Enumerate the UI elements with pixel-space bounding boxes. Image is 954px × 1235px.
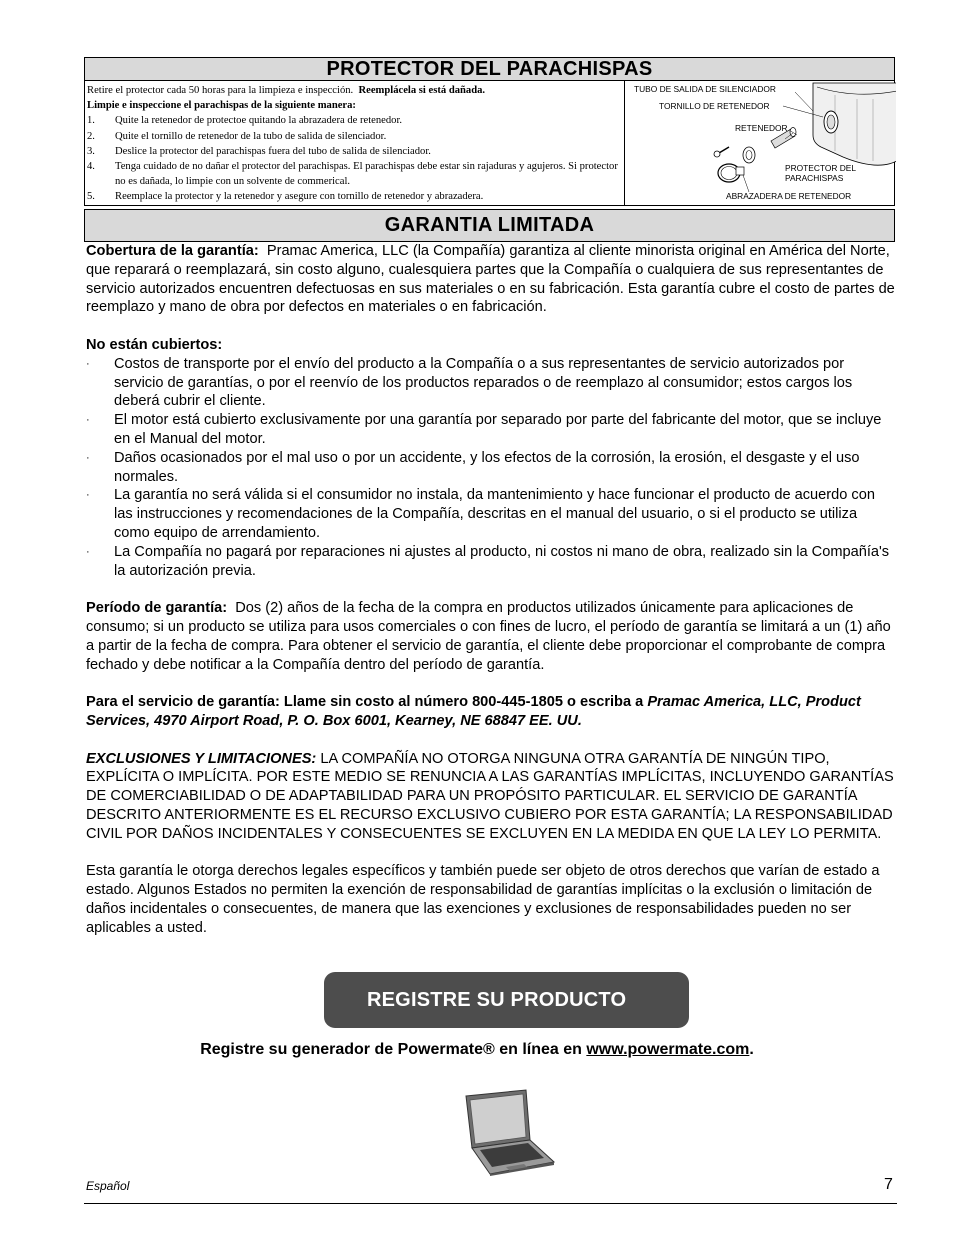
spark-intro [85,83,623,98]
label-abrazadera: ABRAZADERA DE RETENEDOR [726,191,852,201]
service-paragraph: Para el servicio de garantía: Llame sin costo al número 800-445-1805 o escriba a Pramac America, LLC, Product Services, 4970 Airport Road, P. O. Box 6001, Kearney, NE 68847 EE. UU. [86,694,861,729]
label-protector-2: PARACHISPAS [785,173,844,183]
laptop-icon [460,1088,556,1176]
warranty-title: GARANTIA LIMITADA [84,209,895,242]
spark-step: 5. Reemplace la protector y la retenedor y asegure con tornillo de retenedor y abrazadera. [87,191,484,203]
register-product-button[interactable]: REGISTRE SU PRODUCTO [324,972,689,1028]
page-number: 7 [884,1176,893,1193]
period-paragraph: Período de garantía: Dos (2) años de la fecha de la compra en productos utilizados únicamente para aplicaciones de consumo; si un producto se utiliza para usos comerciales o con fines de lucro, el período de garantía se limitará a un (1) año a partir de la fecha de compra. Para obtener el servicio de garantía, el cliente debe proporcionar el comprobante de compra fechado y debe notificar a la Compañía dentro del período de garantía. [86,600,891,673]
footer-language: Español [86,1179,130,1193]
exclusions-label: EXCLUSIONES Y LIMITACIONES: [86,750,317,767]
list-item: · Daños ocasionados por el mal uso o por un accidente, y los efectos de la corrosión, la erosión, el desgaste y el uso normales. [86,449,860,485]
warranty-body [86,242,896,937]
spark-intro-bold: Reemplácela si está dañada. [358,85,486,96]
powermate-link[interactable]: www.powermate.com [586,1041,750,1058]
list-item: · El motor está cubierto exclusivamente por una garantía por separado por parte del fabricante del motor, que se incluye en el Manual del motor. [86,412,882,447]
not-covered-heading: No están cubiertos: [86,336,223,353]
muffler-assembly-drawing [625,81,896,205]
service-address: Pramac America, LLC, Product Services, 4970 Airport Road, P. O. Box 6001, Kearney, NE 68847 EE. UU. [86,694,861,729]
rights-paragraph: Esta garantía le otorga derechos legales específicos y también puede ser objeto de otros derechos que varían de estado a estado. Algunos Estados no permiten la exención de responsabilidad de garantías implícitas o la exclusión o limitación de daños incidentales o consecuentes, de manera que las exenciones y exclusiones de responsabilidades pueden no ser aplicables a usted. [86,863,880,936]
spark-arrestor-diagram [624,81,896,205]
list-item: · La Compañía no pagará por reparaciones ni ajustes al producto, ni costos ni mano de obra, realizado sin la Compañía's la autorización previa. [86,543,890,579]
spark-intro-plain: Retire el protector cada 50 horas para la limpieza e inspección. [87,85,354,96]
label-retenedor: RETENEDOR [735,123,788,133]
spark-arrestor-box [84,81,895,206]
list-item: · La garantía no será válida si el consumidor no instala, da mantenimiento y hace funcionar el producto de acuerdo con las instrucciones y recomendaciones de la Compañía, descritas en el manual del usuario, o si el producto se utiliza como equipo de arrendamiento. [86,487,875,541]
spark-step: 3. Deslice la protector del parachispas fuera del tubo de salida de silenciador. [87,145,431,157]
spark-subheading: Limpie e inspeccione el parachispas de la siguiente manera: [87,100,356,112]
coverage-paragraph: Cobertura de la garantía: Pramac America, LLC (la Compañía) garantiza al cliente minorista original en América del Norte, que reparará o reemplazará, sin costo alguno, cualesquiera partes que la Compañía o cualquiera de sus representantes de servicio autorizados encuentren defectuosas en sus materiales o en su fabricación. Esta garantía cubre el costo de partes de reemplazo y mano de obra por defectos en materiales o en fabricación. [86,243,895,316]
spark-arrestor-instructions [85,83,623,205]
spark-arrestor-title: PROTECTOR DEL PARACHISPAS [84,57,895,81]
exclusions-paragraph: EXCLUSIONES Y LIMITACIONES: LA COMPAÑÍA NO OTORGA NINGUNA OTRA GARANTÍA DE NINGÚN TIPO, EXPLÍCITA O IMPLÍCITA. POR ESTE MEDIO SE RENUNCIA A LAS GARANTÍAS IMPLÍCITAS, INCLUYENDO GARANTÍAS DE COMERCIABILIDAD O DE ADAPTABILIDAD PARA UN PROPÓSITO PARTICULAR. EL SERVICIO DE GARANTÍA DESCRITO ANTERIORMENTE ES EL RECURSO EXCLUSIVO CUBIERO POR ESTA GARANTÍA; LA RESPONSABILIDAD CIVIL POR DAÑOS INCIDENTALES Y CONSECUENTES SE EXCLUYEN EN LA MEDIDA EN QUE LA LEY LO PERMITA. [86,750,894,842]
period-label: Período de garantía: [86,600,228,617]
footer-divider [84,1203,897,1204]
label-tubo-salida: TUBO DE SALIDA DE SILENCIADOR [634,84,776,94]
spark-steps-list [85,113,623,204]
spark-step: 2. Quite el tornillo de retenedor de la tubo de salida de silenciador. [87,130,387,142]
spark-step: 1. Quite la retenedor de protectoe quitando la abrazadera de retenedor. [87,115,403,127]
register-online-line: Registre su generador de Powermate® en línea en www.powermate.com. [200,1041,754,1058]
spark-step: 4. Tenga cuidado de no dañar el protector del parachispas. El parachispas debe estar sin rajaduras y agujeros. Si protector no es dañada, lo limpie con un solvente de commerical. [87,161,618,188]
label-protector-1: PROTECTOR DEL [785,163,857,173]
not-covered-list [86,355,896,581]
coverage-label: Cobertura de la garantía: [86,243,259,259]
label-tornillo-retenedor: TORNILLO DE RETENEDOR [659,101,770,111]
list-item: · Costos de transporte por el envío del producto a la Compañía o a sus representantes de servicio autorizados por servicio de garantías, o por el reenvío de los productos reparados o de reemplazo al consumidor; estos cargos los deberá cubrir el cliente. [86,355,853,410]
